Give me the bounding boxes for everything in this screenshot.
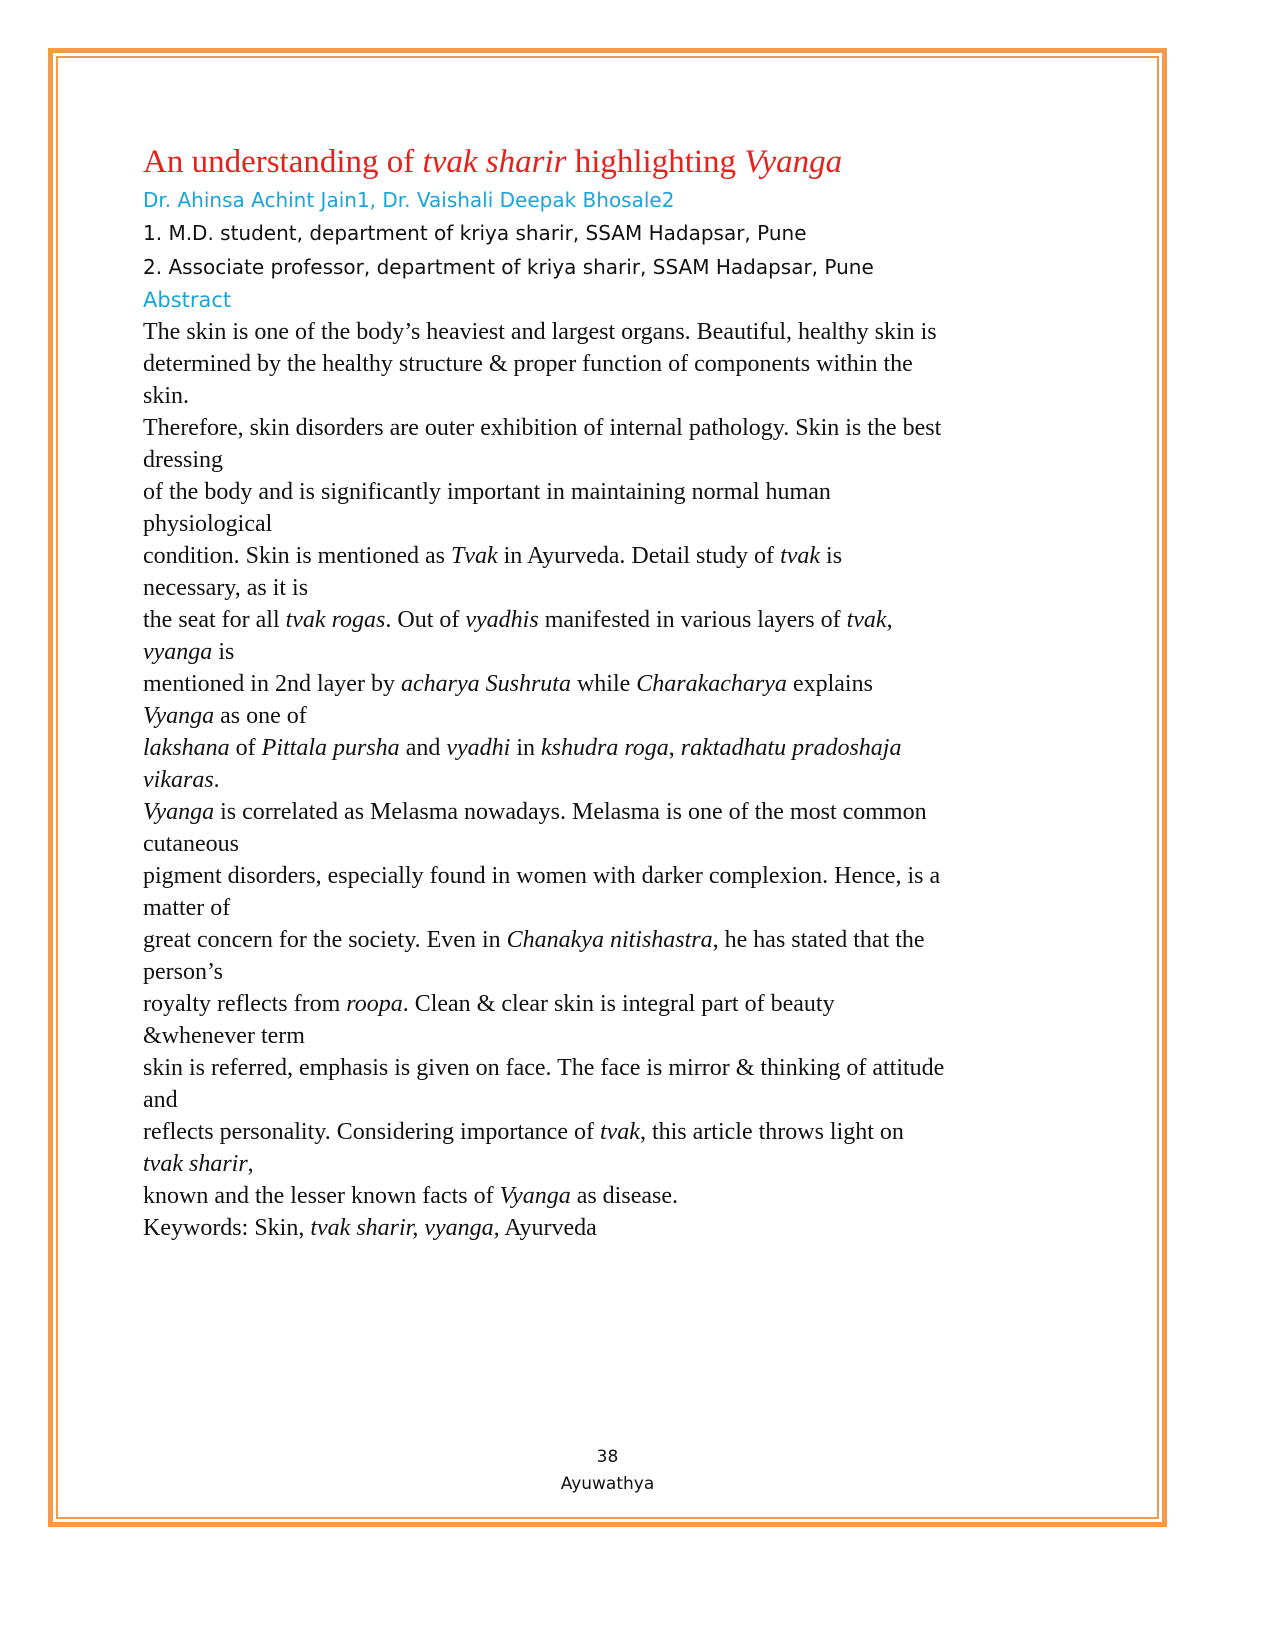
article-title: An understanding of tvak sharir highlighting Vyanga (143, 144, 843, 180)
affiliation-1: 1. M.D. student, department of kriya sharir, SSAM Hadapsar, Pune (143, 221, 807, 245)
abstract-line: vikaras. (143, 767, 220, 793)
abstract-heading: Abstract (143, 288, 232, 312)
abstract-line: reflects personality. Considering importance of tvak, this article throws light on (143, 1119, 904, 1145)
abstract-line: person’s (143, 959, 223, 985)
keywords-line: Keywords: Skin, tvak sharir, vyanga, Ayurveda (143, 1215, 597, 1241)
abstract-line: Therefore, skin disorders are outer exhibition of internal pathology. Skin is the best (143, 415, 942, 441)
abstract-line: determined by the healthy structure & proper function of components within the (143, 351, 913, 377)
abstract-line: and (143, 1087, 178, 1113)
journal-name: Ayuwathya (560, 1474, 655, 1494)
abstract-line: lakshana of Pittala pursha and vyadhi in kshudra roga, raktadhatu pradoshaja (143, 735, 902, 761)
abstract-line: skin is referred, emphasis is given on face. The face is mirror & thinking of attitude (143, 1055, 945, 1081)
abstract-line: physiological (143, 511, 273, 537)
abstract-line: mentioned in 2nd layer by acharya Sushruta while Charakacharya explains (143, 671, 873, 697)
abstract-line: skin. (143, 383, 190, 409)
page-number: 38 (596, 1447, 619, 1467)
abstract-line: pigment disorders, especially found in women with darker complexion. Hence, is a (143, 863, 941, 889)
abstract-line: dressing (143, 447, 223, 473)
affiliation-2: 2. Associate professor, department of kriya sharir, SSAM Hadapsar, Pune (143, 255, 874, 279)
abstract-line: &whenever term (143, 1023, 305, 1049)
abstract-line: known and the lesser known facts of Vyanga as disease. (143, 1183, 678, 1209)
abstract-line: of the body and is significantly important in maintaining normal human (143, 479, 831, 505)
abstract-line: great concern for the society. Even in Chanakya nitishastra, he has stated that the (143, 927, 925, 953)
abstract-line: tvak sharir, (143, 1151, 254, 1177)
abstract-line: Vyanga as one of (143, 703, 307, 729)
abstract-line: cutaneous (143, 831, 239, 857)
abstract-line: royalty reflects from roopa. Clean & clear skin is integral part of beauty (143, 991, 835, 1017)
abstract-line: condition. Skin is mentioned as Tvak in Ayurveda. Detail study of tvak is (143, 543, 843, 569)
abstract-line: necessary, as it is (143, 575, 309, 601)
abstract-line: Vyanga is correlated as Melasma nowadays. Melasma is one of the most common (143, 799, 927, 825)
abstract-line: the seat for all tvak rogas. Out of vyadhis manifested in various layers of tvak, (143, 607, 893, 633)
abstract-line: The skin is one of the body’s heaviest and largest organs. Beautiful, healthy skin is (143, 319, 937, 345)
authors-line: Dr. Ahinsa Achint Jain1, Dr. Vaishali Deepak Bhosale2 (143, 188, 675, 212)
abstract-line: matter of (143, 895, 231, 921)
abstract-body (143, 316, 1083, 1244)
abstract-line: vyanga is (143, 639, 235, 665)
article-content (143, 140, 1083, 1244)
